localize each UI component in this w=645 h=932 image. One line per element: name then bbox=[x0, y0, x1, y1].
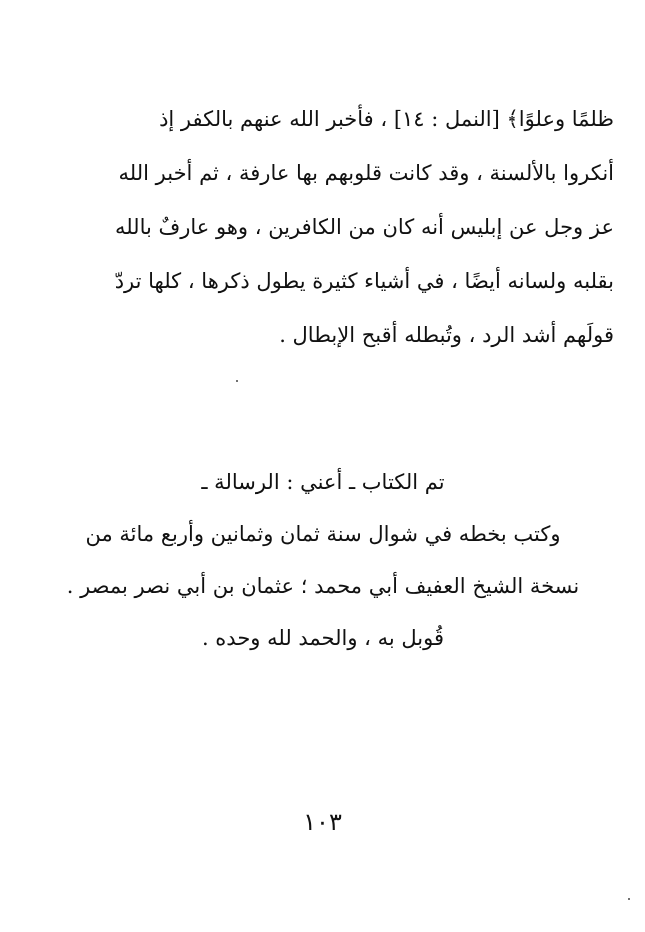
body-line: ظلمًا وعلوًا﴾ [النمل : ١٤] ، فأخبر الله عنهم بالكفر إذ bbox=[159, 107, 614, 131]
body-line: قولَهم أشد الرد ، وتُبطله أقبح الإبطال . bbox=[279, 323, 614, 347]
page-number: ١٠٣ bbox=[303, 808, 342, 836]
body-line: عز وجل عن إبليس أنه كان من الكافرين ، وهو عارفٌ بالله bbox=[114, 215, 614, 239]
scan-speck bbox=[236, 380, 238, 382]
colophon-line: قُوبل به ، والحمد لله وحده . bbox=[201, 626, 445, 650]
scan-speck bbox=[628, 898, 630, 900]
colophon-line: نسخة الشيخ العفيف أبي محمد ؛ عثمان بن أبي نصر بمصر . bbox=[66, 574, 580, 598]
colophon bbox=[40, 456, 606, 664]
colophon-title: تم الكتاب ـ أعني : الرسالة ـ bbox=[201, 470, 445, 494]
body-line: أنكروا بالألسنة ، وقد كانت قلوبهم بها عارفة ، ثم أخبر الله bbox=[118, 161, 614, 185]
colophon-line: وكتب بخطه في شوال سنة ثمان وثمانين وأربع مائة من bbox=[85, 522, 561, 546]
body-line: بقلبه ولسانه أيضًا ، في أشياء كثيرة يطول ذكرها ، كلها تردّ bbox=[114, 269, 614, 293]
body-paragraph bbox=[44, 92, 614, 362]
